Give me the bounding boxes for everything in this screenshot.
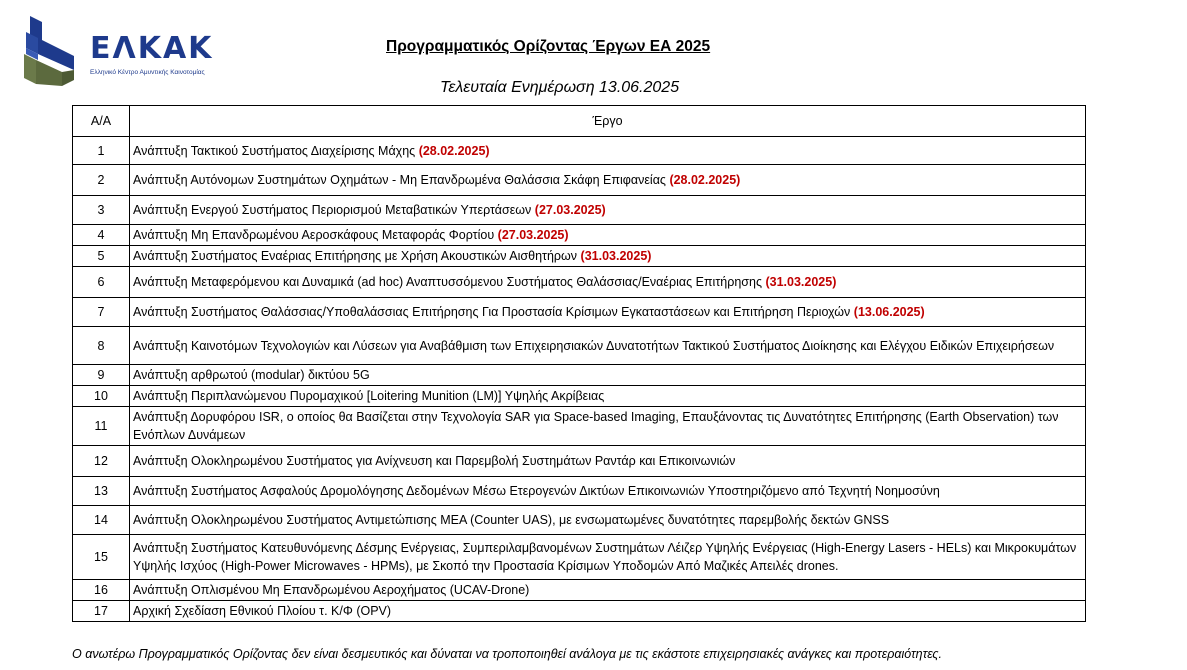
project-name: Ανάπτυξη Ολοκληρωμένου Συστήματος για Ανίχνευση και Παρεμβολή Συστημάτων Ραντάρ και Επικοινωνιών [133, 454, 736, 468]
row-num: 2 [73, 165, 130, 196]
row-desc [130, 267, 1086, 298]
row-desc [130, 298, 1086, 327]
project-date: (31.03.2025) [580, 249, 652, 263]
project-date: (28.02.2025) [418, 143, 490, 158]
table-row [73, 327, 1086, 365]
table-row [73, 196, 1086, 225]
header-num: Α/Α [73, 106, 130, 137]
table-row [73, 601, 1086, 622]
disclaimer-note: Ο ανωτέρω Προγραμματικός Ορίζοντας δεν είναι δεσμευτικός και δύναται να τροποποιηθεί ανάλογα με τις εκάστοτε επιχειρησιακές ανάγκες και προτεραιότητες. [72, 647, 942, 661]
table-row [73, 137, 1086, 165]
row-desc [130, 601, 1086, 622]
row-num: 10 [73, 386, 130, 407]
table-row [73, 298, 1086, 327]
project-date: (13.06.2025) [853, 305, 925, 319]
row-desc [130, 365, 1086, 386]
projects-table [72, 105, 1086, 622]
logo-name: ΕΛΚΑΚ [90, 31, 214, 66]
project-date: (27.03.2025) [534, 203, 606, 217]
table-row [73, 165, 1086, 196]
row-desc [130, 196, 1086, 225]
row-num: 1 [73, 137, 130, 165]
table-row [73, 267, 1086, 298]
table-row [73, 477, 1086, 506]
row-desc [130, 535, 1086, 580]
row-num: 17 [73, 601, 130, 622]
project-name: Ανάπτυξη Συστήματος Κατευθυνόμενης Δέσμης Ενέργειας, Συμπεριλαμβανομένων Συστημάτων Λέιζερ Υψηλής Ενέργειας (High-Energy Lasers - HELs) και Μικροκυμάτων Υψηλής Ισχύος (High-Power Microwaves - HPMs), με Σκοπό την Προστασία Κρίσιμων Υποδομών Από Μαζικές Απειλές drones. [133, 541, 1077, 573]
row-desc [130, 225, 1086, 246]
row-num: 9 [73, 365, 130, 386]
project-date: (31.03.2025) [765, 275, 837, 289]
row-desc [130, 407, 1086, 446]
project-name: Ανάπτυξη Συστήματος Θαλάσσιας/Υποθαλάσσιας Επιτήρησης Για Προστασία Κρίσιμων Εγκαταστάσεων και Επιτήρηση Περιοχών [133, 305, 851, 319]
row-num: 8 [73, 327, 130, 365]
row-num: 12 [73, 446, 130, 477]
table-header-row [73, 106, 1086, 137]
project-name: Ανάπτυξη αρθρωτού (modular) δικτύου 5G [133, 368, 370, 382]
project-name: Ανάπτυξη Ενεργού Συστήματος Περιορισμού Μεταβατικών Υπερτάσεων [133, 203, 532, 217]
table-row [73, 535, 1086, 580]
row-num: 4 [73, 225, 130, 246]
last-update: Τελευταία Ενημέρωση 13.06.2025 [440, 79, 680, 96]
header-project: Έργο [130, 106, 1086, 137]
project-name: Ανάπτυξη Μη Επανδρωμένου Αεροσκάφους Μεταφοράς Φορτίου [133, 228, 495, 242]
project-name: Αρχική Σχεδίαση Εθνικού Πλοίου τ. Κ/Φ (OPV) [133, 604, 392, 618]
logo-subtitle: Ελληνικό Κέντρο Αμυντικής Καινοτομίας [90, 69, 205, 76]
project-name: Ανάπτυξη Περιπλανώμενου Πυρομαχικού [Loitering Munition (LM)] Υψηλής Ακρίβειας [133, 389, 605, 403]
project-name: Ανάπτυξη Μεταφερόμενου και Δυναμικά (ad hoc) Αναπτυσσόμενου Συστήματος Θαλάσσιας/Εναέριας Επιτήρησης [133, 275, 762, 289]
logo [22, 14, 232, 88]
table-row [73, 225, 1086, 246]
row-num: 6 [73, 267, 130, 298]
table-row [73, 386, 1086, 407]
project-name: Ανάπτυξη Συστήματος Ασφαλούς Δρομολόγησης Δεδομένων Μέσω Ετερογενών Δικτύων Επικοινωνιών Υποστηριζόμενο από Τεχνητή Νοημοσύνη [133, 484, 940, 498]
table-row [73, 407, 1086, 446]
row-desc [130, 165, 1086, 196]
row-num: 5 [73, 246, 130, 267]
row-desc [130, 137, 1086, 165]
row-num: 3 [73, 196, 130, 225]
project-name: Ανάπτυξη Συστήματος Εναέριας Επιτήρησης με Χρήση Ακουστικών Αισθητήρων [133, 249, 578, 263]
project-name: Ανάπτυξη Ολοκληρωμένου Συστήματος Αντιμετώπισης ΜΕΑ (Counter UAS), με ενσωματωμένες δυνατότητες παρεμβολής δεκτών GNSS [133, 513, 890, 527]
table-row [73, 246, 1086, 267]
project-name: Ανάπτυξη Αυτόνομων Συστημάτων Οχημάτων - Μη Επανδρωμένα Θαλάσσια Σκάφη Επιφανείας [133, 173, 666, 187]
row-num: 13 [73, 477, 130, 506]
row-desc [130, 506, 1086, 535]
row-num: 14 [73, 506, 130, 535]
project-date: (27.03.2025) [497, 228, 569, 242]
project-name: Ανάπτυξη Καινοτόμων Τεχνολογιών και Λύσεων για Αναβάθμιση των Επιχειρησιακών Δυνατοτήτων Τακτικού Συστήματος Διοίκησης και Ελέγχου Ειδικών Επιχειρήσεων [133, 338, 1055, 353]
page-title: Προγραμματικός Ορίζοντας Έργων ΕΑ 2025 [386, 38, 711, 55]
row-desc [130, 580, 1086, 601]
row-desc [130, 446, 1086, 477]
table-row [73, 506, 1086, 535]
row-num: 15 [73, 535, 130, 580]
table-row [73, 580, 1086, 601]
row-num: 7 [73, 298, 130, 327]
table-row [73, 446, 1086, 477]
project-name: Ανάπτυξη Δορυφόρου ISR, ο οποίος θα Βασίζεται στην Τεχνολογία SAR για Space-based Imaging, Επαυξάνοντας τις Δυνατότητες Επιτήρησης (Earth Observation) των Ενόπλων Δυνάμεων [133, 410, 1059, 442]
project-date: (28.02.2025) [669, 173, 741, 187]
logo-mark-icon [22, 14, 82, 88]
row-num: 11 [73, 407, 130, 446]
project-name: Ανάπτυξη Οπλισμένου Μη Επανδρωμένου Αεροχήματος (UCAV-Drone) [133, 583, 530, 597]
row-desc [130, 246, 1086, 267]
table-row [73, 365, 1086, 386]
row-desc [130, 386, 1086, 407]
project-name: Ανάπτυξη Τακτικού Συστήματος Διαχείρισης Μάχης [133, 143, 416, 158]
row-desc [130, 327, 1086, 365]
row-desc [130, 477, 1086, 506]
row-num: 16 [73, 580, 130, 601]
